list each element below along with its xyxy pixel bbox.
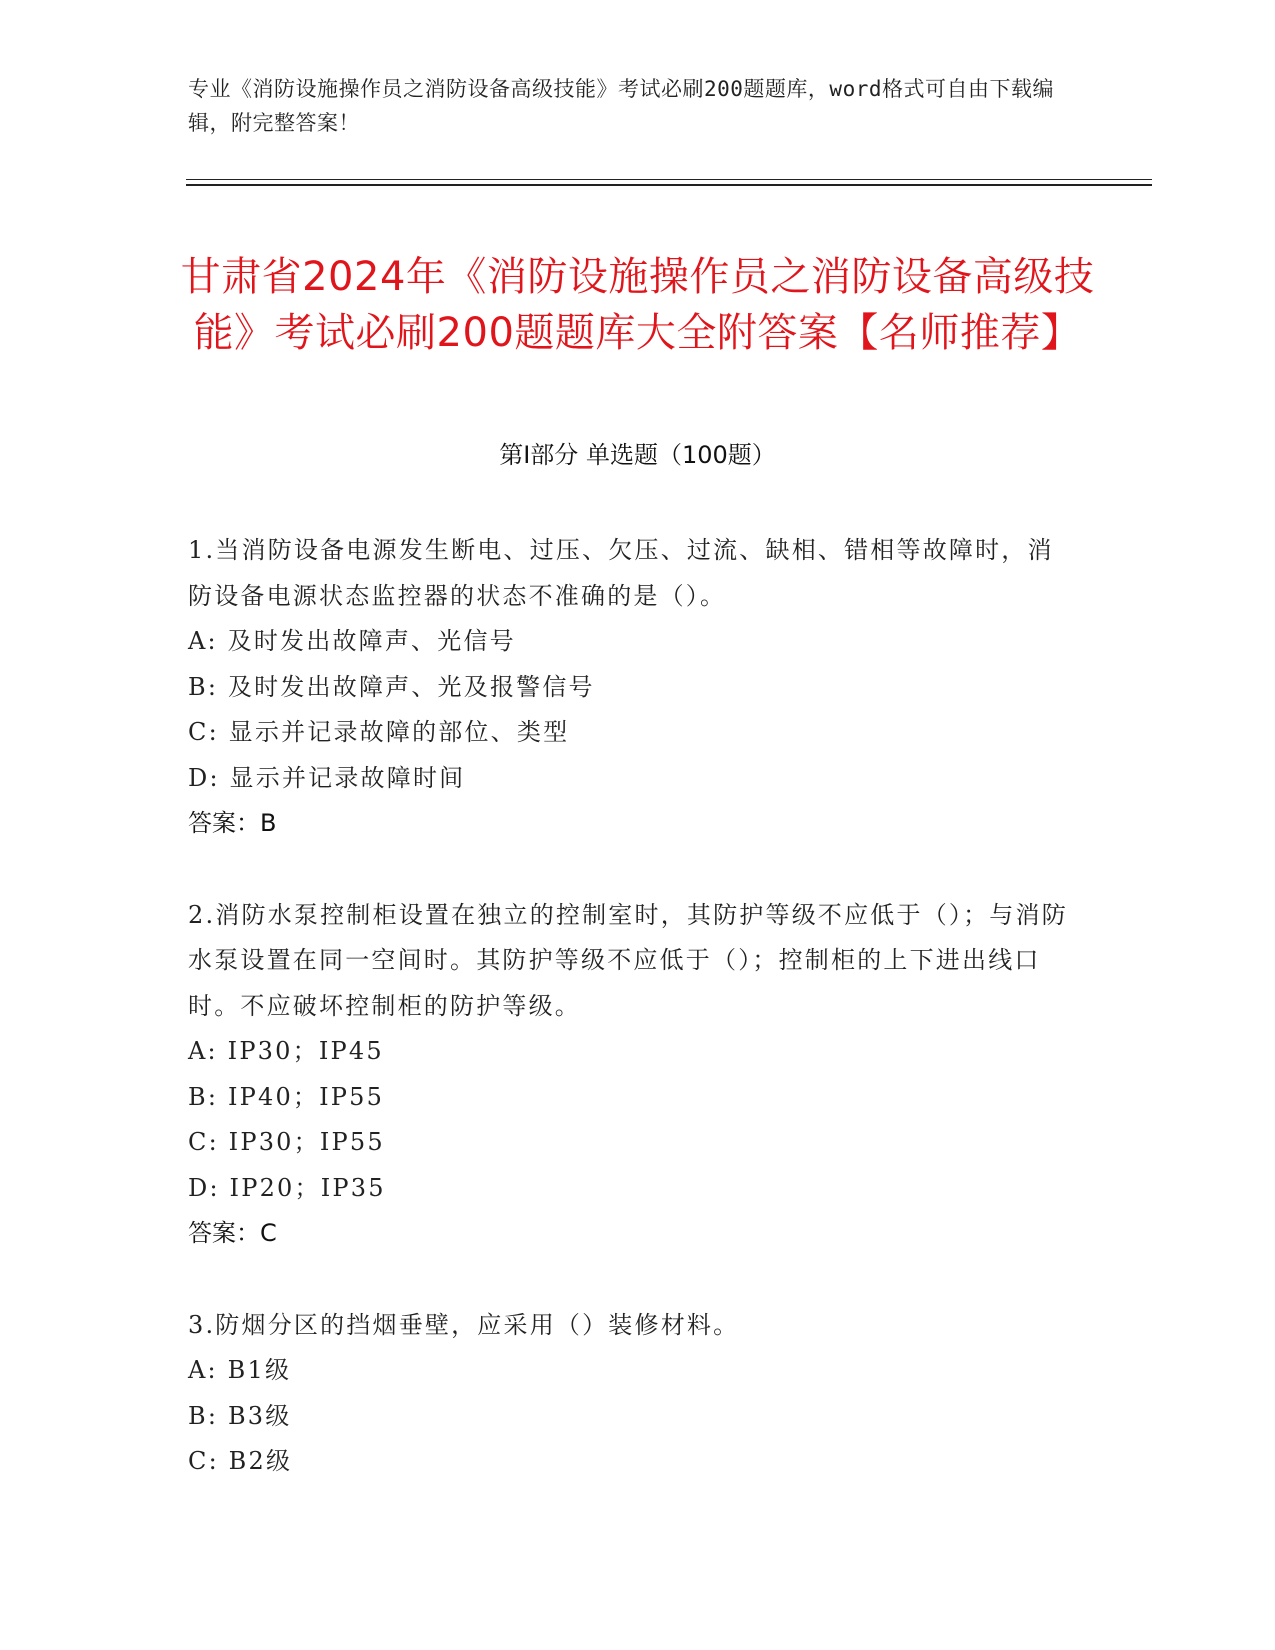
question-stem: 2.消防水泵控制柜设置在独立的控制室时，其防护等级不应低于（）；与消防水泵设置在同一空间时。其防护等级不应低于（）；控制柜的上下进出线口时。不应破坏控制柜的防护等级。 — [188, 900, 1068, 1020]
question-stem: 1.当消防设备电源发生断电、过压、欠压、过流、缺相、错相等故障时，消防设备电源状态监控器的状态不准确的是（）。 — [188, 536, 1054, 610]
question-stem: 3.防烟分区的挡烟垂壁，应采用（）装修材料。 — [188, 1310, 740, 1339]
option-d: D: IP20；IP35 — [188, 1173, 386, 1202]
option-c: C: IP30；IP55 — [188, 1128, 385, 1156]
option-b: B: IP40；IP55 — [188, 1082, 385, 1111]
option-c: C: 显示并记录故障的部位、类型 — [188, 718, 570, 746]
option-a: A: IP30；IP45 — [188, 1037, 384, 1065]
header-note: 专业《消防设施操作员之消防设备高级技能》考试必刷200题题库，word格式可自由下载编辑，附完整答案！ — [188, 77, 1054, 135]
header-divider-thick — [186, 184, 1152, 186]
question-3 — [188, 1303, 1068, 1485]
option-a: A: B1级 — [188, 1356, 292, 1384]
answer-line: 答案：C — [188, 1219, 277, 1247]
answer-line: 答案：B — [188, 809, 277, 837]
question-2 — [188, 893, 1068, 1257]
option-b: B: B3级 — [188, 1401, 292, 1430]
header-divider-thin — [186, 179, 1152, 180]
question-list — [188, 528, 1068, 1531]
option-c: C: B2级 — [188, 1447, 293, 1475]
document-title: 甘肃省2024年《消防设施操作员之消防设备高级技能》考试必刷200题题库大全附答案【名师推荐】 — [180, 253, 1095, 356]
option-b: B: 及时发出故障声、光及报警信号 — [188, 672, 595, 701]
option-a: A: 及时发出故障声、光信号 — [188, 627, 516, 655]
question-1 — [188, 528, 1068, 847]
option-d: D: 显示并记录故障时间 — [188, 763, 466, 792]
section-heading: 第I部分 单选题（100题） — [499, 441, 776, 469]
